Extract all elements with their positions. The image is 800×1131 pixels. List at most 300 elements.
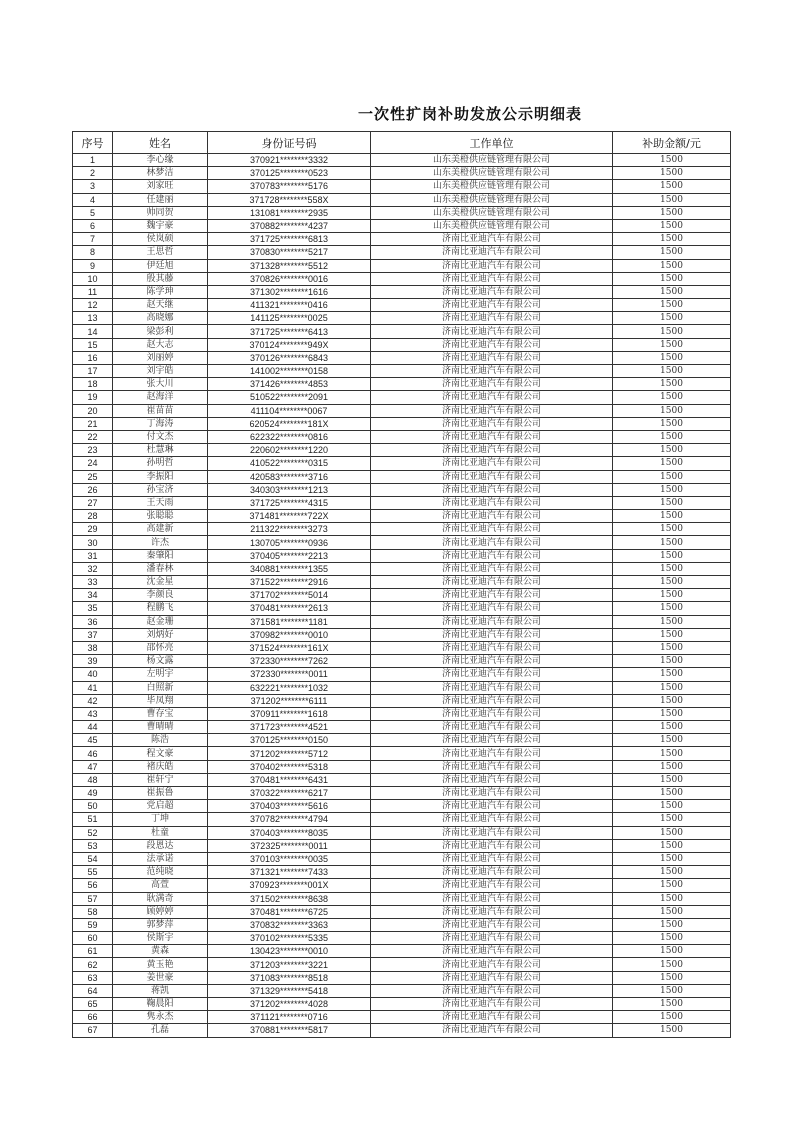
cell-serial: 10: [73, 272, 113, 285]
cell-amount: 1500: [613, 1011, 731, 1024]
table-row: [73, 272, 731, 285]
cell-serial: 4: [73, 193, 113, 206]
cell-serial: 32: [73, 562, 113, 575]
table-row: [73, 470, 731, 483]
table-row: [73, 628, 731, 641]
cell-amount: 1500: [613, 430, 731, 443]
cell-serial: 49: [73, 787, 113, 800]
cell-serial: 62: [73, 958, 113, 971]
cell-work-unit: 济南比亚迪汽车有限公司: [371, 483, 613, 496]
header-serial: 序号: [73, 132, 113, 154]
cell-id-number: 371581********1181: [208, 615, 371, 628]
table-row: [73, 193, 731, 206]
cell-id-number: 370481********6431: [208, 773, 371, 786]
cell-id-number: 371121********0716: [208, 1011, 371, 1024]
cell-serial: 9: [73, 259, 113, 272]
cell-amount: 1500: [613, 879, 731, 892]
cell-id-number: 372325********0011: [208, 839, 371, 852]
cell-serial: 57: [73, 892, 113, 905]
cell-name: 林梦洁: [113, 167, 208, 180]
table-header-row: [73, 132, 731, 154]
cell-amount: 1500: [613, 747, 731, 760]
header-id-number: 身份证号码: [208, 132, 371, 154]
table-row: [73, 839, 731, 852]
cell-serial: 40: [73, 668, 113, 681]
table-row: [73, 378, 731, 391]
table-row: [73, 694, 731, 707]
cell-work-unit: 济南比亚迪汽车有限公司: [371, 378, 613, 391]
cell-amount: 1500: [613, 852, 731, 865]
cell-name: 许杰: [113, 536, 208, 549]
header-name: 姓名: [113, 132, 208, 154]
cell-id-number: 371502********8638: [208, 892, 371, 905]
cell-amount: 1500: [613, 905, 731, 918]
cell-amount: 1500: [613, 589, 731, 602]
cell-name: 程鹏飞: [113, 602, 208, 615]
table-row: [73, 918, 731, 931]
cell-amount: 1500: [613, 958, 731, 971]
cell-name: 殷其藤: [113, 272, 208, 285]
table-row: [73, 615, 731, 628]
cell-name: 潘春林: [113, 562, 208, 575]
cell-serial: 29: [73, 523, 113, 536]
cell-name: 赵海洋: [113, 391, 208, 404]
cell-id-number: 371202********4028: [208, 998, 371, 1011]
table-row: [73, 180, 731, 193]
cell-name: 鞠晨阳: [113, 998, 208, 1011]
cell-name: 侯岚硕: [113, 233, 208, 246]
cell-amount: 1500: [613, 787, 731, 800]
cell-id-number: 370322********6217: [208, 787, 371, 800]
cell-amount: 1500: [613, 193, 731, 206]
cell-amount: 1500: [613, 681, 731, 694]
cell-serial: 1: [73, 154, 113, 167]
cell-name: 姜世豪: [113, 971, 208, 984]
cell-serial: 54: [73, 852, 113, 865]
cell-serial: 53: [73, 839, 113, 852]
cell-amount: 1500: [613, 760, 731, 773]
cell-id-number: 141002********0158: [208, 365, 371, 378]
cell-amount: 1500: [613, 734, 731, 747]
table-row: [73, 655, 731, 668]
cell-work-unit: 济南比亚迪汽车有限公司: [371, 932, 613, 945]
cell-id-number: 370783********5176: [208, 180, 371, 193]
cell-amount: 1500: [613, 892, 731, 905]
cell-id-number: 371725********6413: [208, 325, 371, 338]
cell-name: 丁海涛: [113, 417, 208, 430]
cell-work-unit: 济南比亚迪汽车有限公司: [371, 233, 613, 246]
cell-serial: 59: [73, 918, 113, 931]
cell-id-number: 131081********2935: [208, 206, 371, 219]
cell-serial: 65: [73, 998, 113, 1011]
cell-id-number: 340303********1213: [208, 483, 371, 496]
cell-work-unit: 济南比亚迪汽车有限公司: [371, 404, 613, 417]
table-row: [73, 325, 731, 338]
cell-serial: 44: [73, 721, 113, 734]
cell-serial: 5: [73, 206, 113, 219]
table-row: [73, 285, 731, 298]
cell-id-number: 371321********7433: [208, 866, 371, 879]
cell-name: 曹晴晴: [113, 721, 208, 734]
cell-work-unit: 济南比亚迪汽车有限公司: [371, 813, 613, 826]
table-row: [73, 404, 731, 417]
cell-serial: 67: [73, 1024, 113, 1037]
table-row: [73, 945, 731, 958]
cell-work-unit: 济南比亚迪汽车有限公司: [371, 1024, 613, 1037]
cell-amount: 1500: [613, 839, 731, 852]
table-row: [73, 444, 731, 457]
cell-id-number: 371083********8518: [208, 971, 371, 984]
cell-serial: 2: [73, 167, 113, 180]
cell-amount: 1500: [613, 496, 731, 509]
cell-amount: 1500: [613, 483, 731, 496]
cell-work-unit: 山东美橙供应链管理有限公司: [371, 154, 613, 167]
cell-name: 伊廷旭: [113, 259, 208, 272]
cell-work-unit: 山东美橙供应链管理有限公司: [371, 219, 613, 232]
cell-amount: 1500: [613, 576, 731, 589]
table-row: [73, 707, 731, 720]
table-row: [73, 905, 731, 918]
cell-name: 党启超: [113, 800, 208, 813]
cell-name: 蒋凯: [113, 984, 208, 997]
cell-id-number: 370102********5335: [208, 932, 371, 945]
cell-work-unit: 济南比亚迪汽车有限公司: [371, 971, 613, 984]
cell-id-number: 370830********5217: [208, 246, 371, 259]
cell-serial: 3: [73, 180, 113, 193]
cell-name: 魏宇豪: [113, 219, 208, 232]
cell-id-number: 620524********181X: [208, 417, 371, 430]
cell-serial: 50: [73, 800, 113, 813]
cell-serial: 34: [73, 589, 113, 602]
table-row: [73, 826, 731, 839]
cell-amount: 1500: [613, 180, 731, 193]
cell-name: 顾婷婷: [113, 905, 208, 918]
table-row: [73, 549, 731, 562]
cell-name: 耿满奇: [113, 892, 208, 905]
cell-serial: 25: [73, 470, 113, 483]
cell-name: 杨文露: [113, 655, 208, 668]
cell-name: 黄森: [113, 945, 208, 958]
cell-id-number: 370481********6725: [208, 905, 371, 918]
cell-amount: 1500: [613, 800, 731, 813]
cell-id-number: 371203********3221: [208, 958, 371, 971]
cell-serial: 63: [73, 971, 113, 984]
cell-work-unit: 济南比亚迪汽车有限公司: [371, 984, 613, 997]
cell-amount: 1500: [613, 998, 731, 1011]
cell-name: 赵金珊: [113, 615, 208, 628]
cell-work-unit: 济南比亚迪汽车有限公司: [371, 905, 613, 918]
cell-id-number: 372330********0011: [208, 668, 371, 681]
cell-work-unit: 济南比亚迪汽车有限公司: [371, 549, 613, 562]
cell-serial: 61: [73, 945, 113, 958]
cell-work-unit: 济南比亚迪汽车有限公司: [371, 417, 613, 430]
cell-work-unit: 济南比亚迪汽车有限公司: [371, 655, 613, 668]
cell-serial: 35: [73, 602, 113, 615]
cell-id-number: 632221********1032: [208, 681, 371, 694]
cell-id-number: 371725********6813: [208, 233, 371, 246]
cell-name: 毕凤翔: [113, 694, 208, 707]
table-row: [73, 259, 731, 272]
cell-work-unit: 济南比亚迪汽车有限公司: [371, 892, 613, 905]
cell-serial: 20: [73, 404, 113, 417]
cell-work-unit: 济南比亚迪汽车有限公司: [371, 958, 613, 971]
cell-id-number: 370403********5616: [208, 800, 371, 813]
cell-serial: 8: [73, 246, 113, 259]
cell-serial: 51: [73, 813, 113, 826]
cell-name: 曹存宝: [113, 707, 208, 720]
cell-id-number: 370882********4237: [208, 219, 371, 232]
cell-amount: 1500: [613, 866, 731, 879]
cell-id-number: 370103********0035: [208, 852, 371, 865]
cell-serial: 43: [73, 707, 113, 720]
table-row: [73, 510, 731, 523]
cell-id-number: 211322********3273: [208, 523, 371, 536]
table-row: [73, 787, 731, 800]
cell-amount: 1500: [613, 932, 731, 945]
cell-name: 左明宇: [113, 668, 208, 681]
cell-name: 高晓娜: [113, 312, 208, 325]
cell-amount: 1500: [613, 417, 731, 430]
cell-work-unit: 济南比亚迪汽车有限公司: [371, 879, 613, 892]
table-row: [73, 813, 731, 826]
table-row: [73, 971, 731, 984]
cell-work-unit: 济南比亚迪汽车有限公司: [371, 826, 613, 839]
cell-work-unit: 济南比亚迪汽车有限公司: [371, 299, 613, 312]
cell-work-unit: 济南比亚迪汽车有限公司: [371, 866, 613, 879]
table-row: [73, 233, 731, 246]
cell-amount: 1500: [613, 655, 731, 668]
cell-serial: 14: [73, 325, 113, 338]
cell-amount: 1500: [613, 523, 731, 536]
subsidy-table: [72, 131, 731, 1038]
cell-serial: 18: [73, 378, 113, 391]
cell-name: 法承诺: [113, 852, 208, 865]
table-row: [73, 852, 731, 865]
table-row: [73, 246, 731, 259]
cell-id-number: 411321********0416: [208, 299, 371, 312]
cell-serial: 46: [73, 747, 113, 760]
cell-amount: 1500: [613, 378, 731, 391]
cell-serial: 45: [73, 734, 113, 747]
cell-id-number: 370125********0523: [208, 167, 371, 180]
cell-id-number: 130423********0010: [208, 945, 371, 958]
cell-id-number: 622322********0816: [208, 430, 371, 443]
cell-amount: 1500: [613, 285, 731, 298]
cell-serial: 60: [73, 932, 113, 945]
cell-serial: 11: [73, 285, 113, 298]
cell-work-unit: 济南比亚迪汽车有限公司: [371, 800, 613, 813]
table-row: [73, 984, 731, 997]
cell-id-number: 371302********1616: [208, 285, 371, 298]
cell-work-unit: 济南比亚迪汽车有限公司: [371, 1011, 613, 1024]
cell-work-unit: 济南比亚迪汽车有限公司: [371, 839, 613, 852]
cell-amount: 1500: [613, 984, 731, 997]
cell-serial: 28: [73, 510, 113, 523]
table-row: [73, 892, 731, 905]
cell-serial: 13: [73, 312, 113, 325]
cell-id-number: 370124********949X: [208, 338, 371, 351]
cell-work-unit: 山东美橙供应链管理有限公司: [371, 193, 613, 206]
cell-id-number: 130705********0936: [208, 536, 371, 549]
cell-name: 陈浩: [113, 734, 208, 747]
table-row: [73, 734, 731, 747]
cell-work-unit: 济南比亚迪汽车有限公司: [371, 338, 613, 351]
cell-serial: 52: [73, 826, 113, 839]
cell-id-number: 220602********1220: [208, 444, 371, 457]
cell-serial: 24: [73, 457, 113, 470]
cell-id-number: 370125********0150: [208, 734, 371, 747]
cell-name: 丁坤: [113, 813, 208, 826]
cell-amount: 1500: [613, 233, 731, 246]
cell-id-number: 370481********2613: [208, 602, 371, 615]
cell-id-number: 372330********7262: [208, 655, 371, 668]
cell-name: 崔苗苗: [113, 404, 208, 417]
cell-serial: 47: [73, 760, 113, 773]
cell-serial: 30: [73, 536, 113, 549]
table-row: [73, 747, 731, 760]
cell-amount: 1500: [613, 721, 731, 734]
table-row: [73, 338, 731, 351]
cell-amount: 1500: [613, 694, 731, 707]
cell-id-number: 371481********722X: [208, 510, 371, 523]
cell-name: 赵大志: [113, 338, 208, 351]
cell-name: 梁彭利: [113, 325, 208, 338]
cell-amount: 1500: [613, 918, 731, 931]
cell-amount: 1500: [613, 312, 731, 325]
cell-id-number: 371426********4853: [208, 378, 371, 391]
cell-name: 侯斯宇: [113, 932, 208, 945]
table-row: [73, 167, 731, 180]
cell-id-number: 370405********2213: [208, 549, 371, 562]
cell-work-unit: 济南比亚迪汽车有限公司: [371, 536, 613, 549]
cell-work-unit: 济南比亚迪汽车有限公司: [371, 562, 613, 575]
cell-work-unit: 济南比亚迪汽车有限公司: [371, 852, 613, 865]
table-row: [73, 496, 731, 509]
cell-name: 隽永杰: [113, 1011, 208, 1024]
table-row: [73, 760, 731, 773]
cell-name: 刘炳好: [113, 628, 208, 641]
table-row: [73, 800, 731, 813]
cell-amount: 1500: [613, 299, 731, 312]
table-row: [73, 430, 731, 443]
cell-amount: 1500: [613, 945, 731, 958]
cell-id-number: 371522********2916: [208, 576, 371, 589]
cell-amount: 1500: [613, 272, 731, 285]
cell-work-unit: 济南比亚迪汽车有限公司: [371, 760, 613, 773]
table-row: [73, 1011, 731, 1024]
cell-id-number: 370982********0010: [208, 628, 371, 641]
header-work-unit: 工作单位: [371, 132, 613, 154]
cell-name: 崔轩宁: [113, 773, 208, 786]
cell-amount: 1500: [613, 246, 731, 259]
table-row: [73, 1024, 731, 1037]
cell-name: 陈学珅: [113, 285, 208, 298]
cell-serial: 64: [73, 984, 113, 997]
cell-amount: 1500: [613, 813, 731, 826]
cell-amount: 1500: [613, 351, 731, 364]
cell-name: 杜慧琳: [113, 444, 208, 457]
table-row: [73, 562, 731, 575]
cell-serial: 66: [73, 1011, 113, 1024]
cell-amount: 1500: [613, 167, 731, 180]
cell-id-number: 371202********6111: [208, 694, 371, 707]
cell-name: 张大川: [113, 378, 208, 391]
cell-work-unit: 济南比亚迪汽车有限公司: [371, 787, 613, 800]
table-row: [73, 299, 731, 312]
cell-id-number: 510522********2091: [208, 391, 371, 404]
cell-work-unit: 济南比亚迪汽车有限公司: [371, 602, 613, 615]
cell-serial: 37: [73, 628, 113, 641]
table-row: [73, 602, 731, 615]
cell-work-unit: 济南比亚迪汽车有限公司: [371, 259, 613, 272]
table-row: [73, 998, 731, 1011]
cell-id-number: 370923********001X: [208, 879, 371, 892]
cell-id-number: 370403********8035: [208, 826, 371, 839]
cell-serial: 17: [73, 365, 113, 378]
cell-work-unit: 济南比亚迪汽车有限公司: [371, 681, 613, 694]
cell-serial: 41: [73, 681, 113, 694]
cell-name: 孙宝济: [113, 483, 208, 496]
cell-work-unit: 济南比亚迪汽车有限公司: [371, 576, 613, 589]
cell-name: 段恩达: [113, 839, 208, 852]
cell-amount: 1500: [613, 404, 731, 417]
table-row: [73, 589, 731, 602]
cell-serial: 39: [73, 655, 113, 668]
cell-serial: 6: [73, 219, 113, 232]
table-row: [73, 668, 731, 681]
cell-serial: 42: [73, 694, 113, 707]
table-row: [73, 206, 731, 219]
cell-amount: 1500: [613, 773, 731, 786]
cell-amount: 1500: [613, 549, 731, 562]
table-row: [73, 681, 731, 694]
cell-amount: 1500: [613, 470, 731, 483]
cell-name: 郭梦萍: [113, 918, 208, 931]
cell-id-number: 420583********3716: [208, 470, 371, 483]
table-row: [73, 932, 731, 945]
cell-work-unit: 济南比亚迪汽车有限公司: [371, 589, 613, 602]
cell-id-number: 371202********5712: [208, 747, 371, 760]
header-amount: 补助金额/元: [613, 132, 731, 154]
cell-work-unit: 山东美橙供应链管理有限公司: [371, 206, 613, 219]
cell-id-number: 371524********161X: [208, 641, 371, 654]
cell-name: 邵怀亮: [113, 641, 208, 654]
cell-id-number: 370911********1618: [208, 707, 371, 720]
cell-name: 黄玉艳: [113, 958, 208, 971]
cell-id-number: 370826********0016: [208, 272, 371, 285]
cell-serial: 22: [73, 430, 113, 443]
cell-work-unit: 济南比亚迪汽车有限公司: [371, 470, 613, 483]
cell-amount: 1500: [613, 707, 731, 720]
cell-id-number: 370881********5817: [208, 1024, 371, 1037]
cell-work-unit: 济南比亚迪汽车有限公司: [371, 444, 613, 457]
cell-name: 张聪聪: [113, 510, 208, 523]
cell-work-unit: 济南比亚迪汽车有限公司: [371, 918, 613, 931]
cell-name: 程文豪: [113, 747, 208, 760]
table-row: [73, 536, 731, 549]
table-row: [73, 483, 731, 496]
table-row: [73, 879, 731, 892]
cell-amount: 1500: [613, 668, 731, 681]
table-row: [73, 641, 731, 654]
cell-id-number: 141125********0025: [208, 312, 371, 325]
cell-work-unit: 济南比亚迪汽车有限公司: [371, 285, 613, 298]
cell-name: 高建新: [113, 523, 208, 536]
cell-id-number: 371728********558X: [208, 193, 371, 206]
cell-work-unit: 济南比亚迪汽车有限公司: [371, 707, 613, 720]
cell-name: 王思哲: [113, 246, 208, 259]
cell-work-unit: 济南比亚迪汽车有限公司: [371, 615, 613, 628]
